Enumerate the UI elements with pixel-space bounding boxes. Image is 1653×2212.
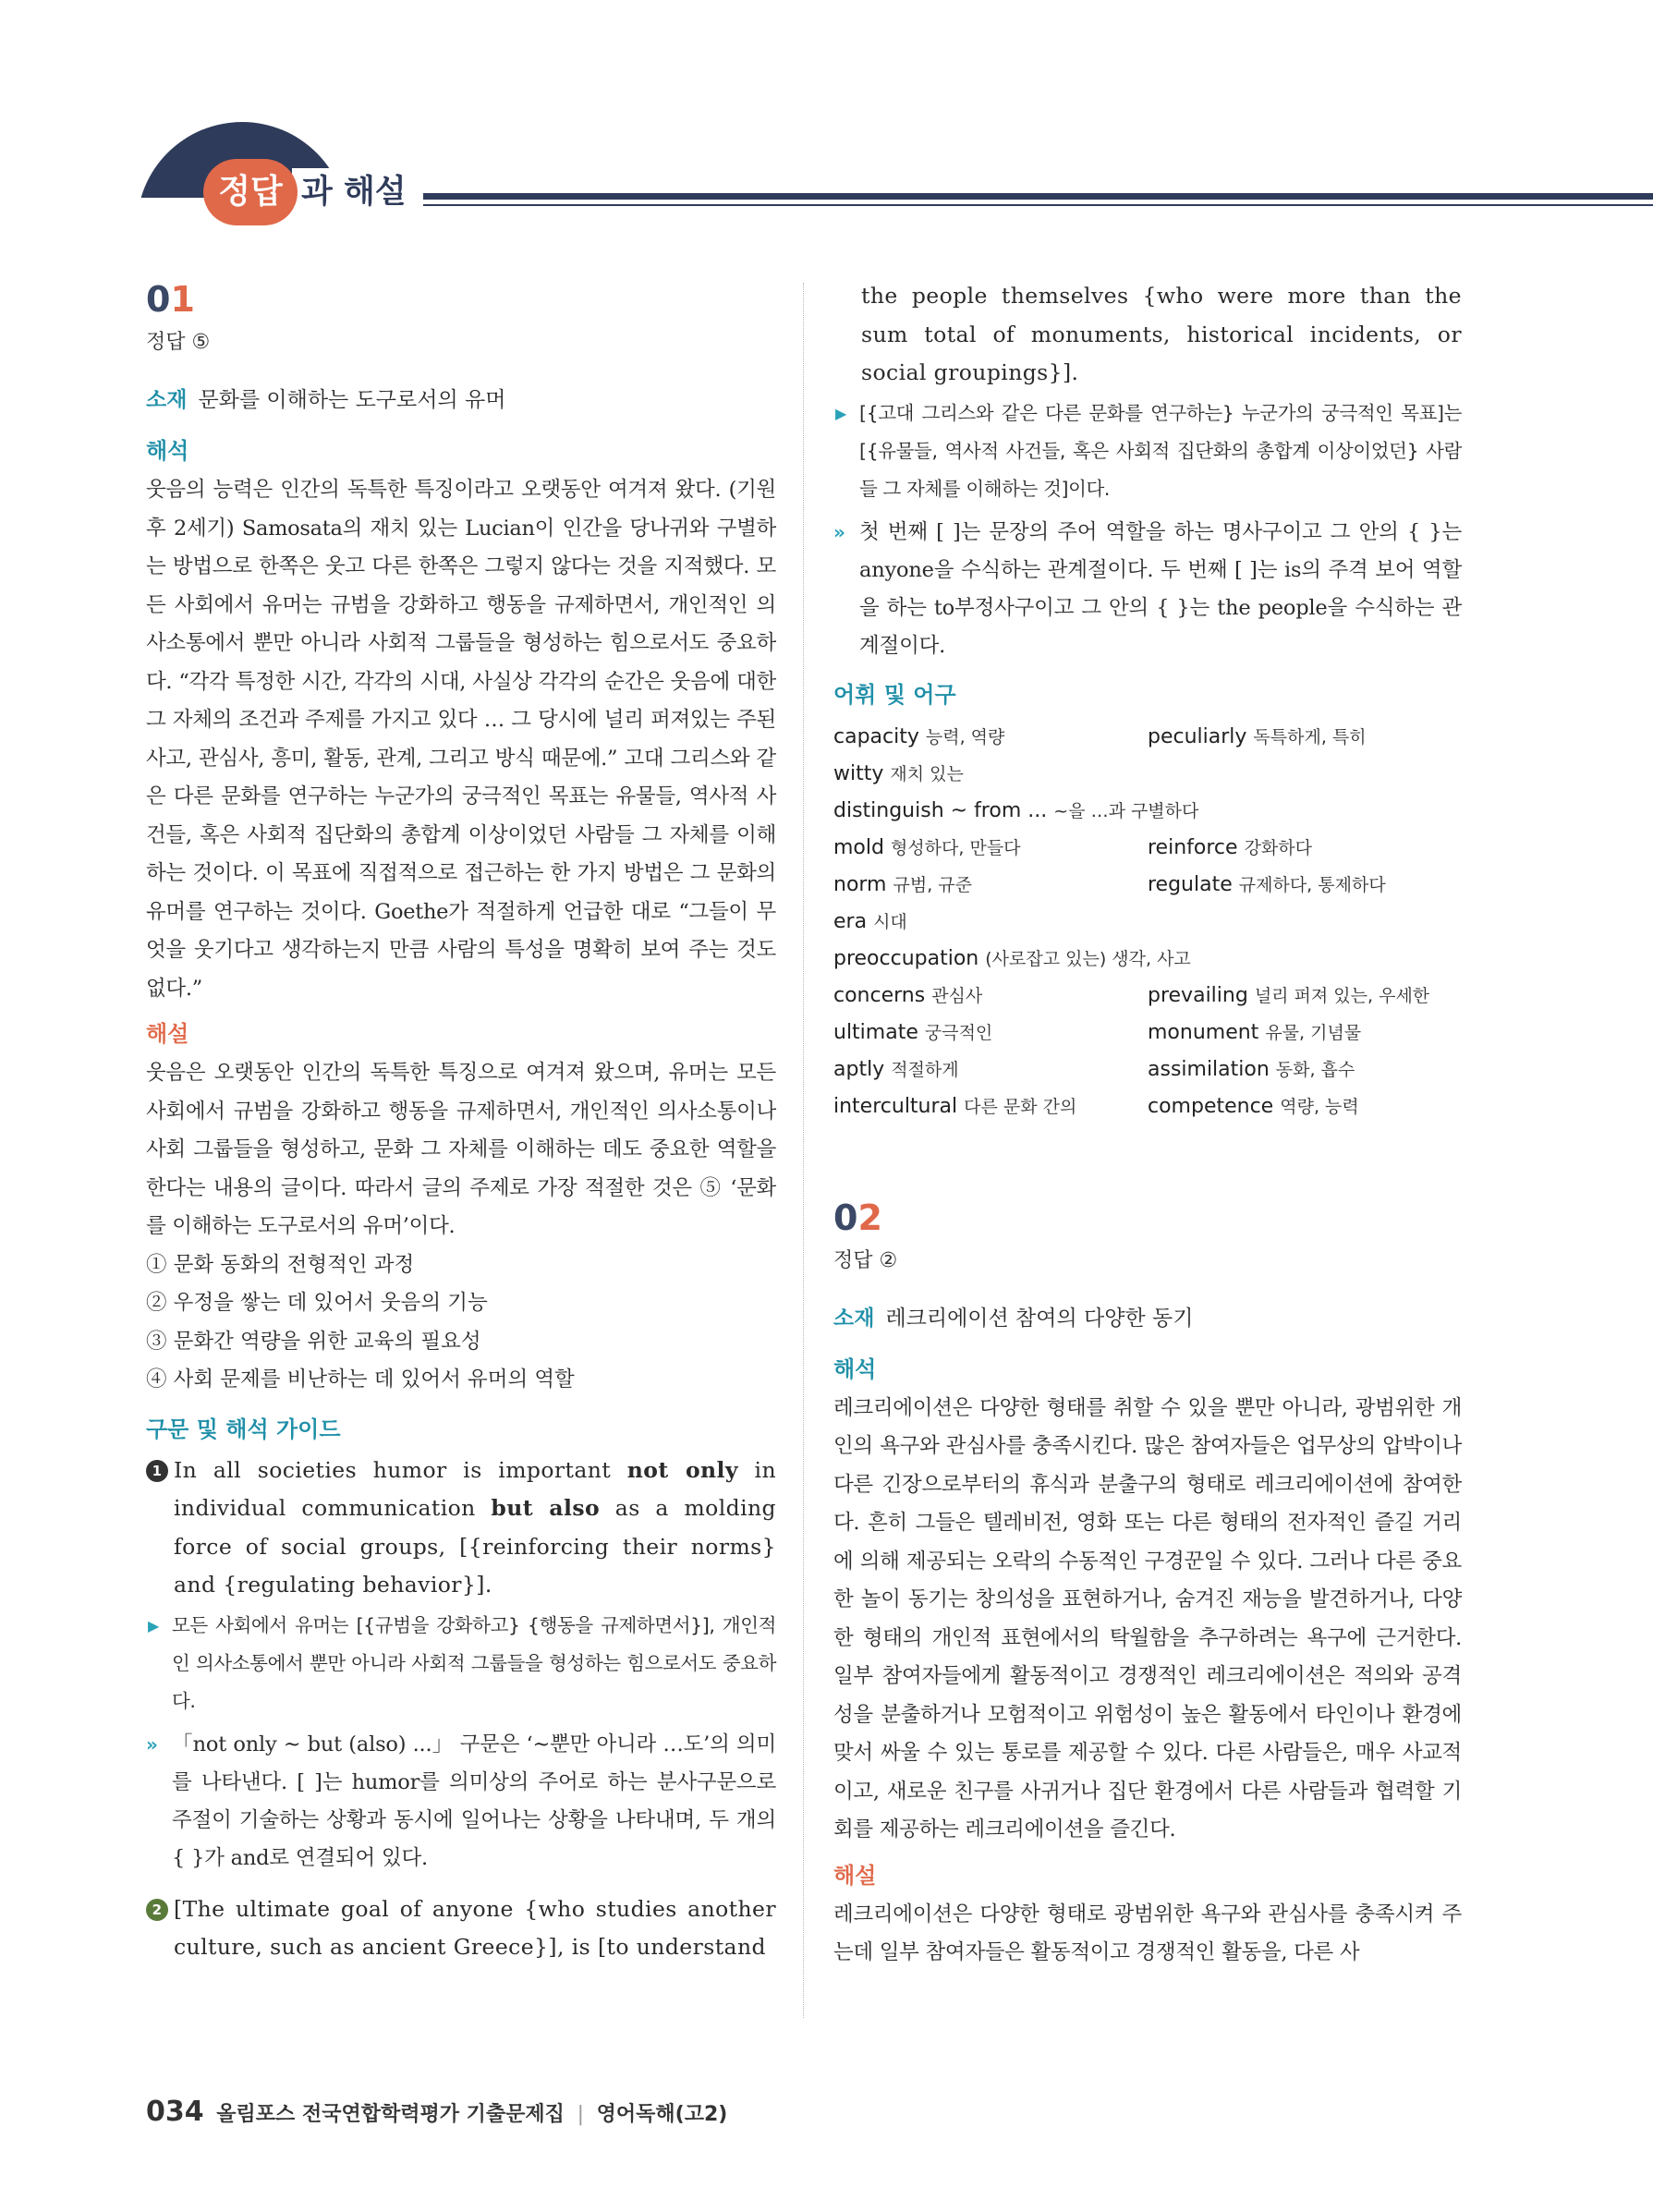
guide-note-2: » 첫 번째 [ ]는 문장의 주어 역할을 하는 명사구이고 그 안의 { }는 anyone을 수식하는 관계절이다. 두 번째 [ ]는 is의 주격 보어 역할을 하는 to부정사구이고 그 안의 { }는 the people을 수식하는 관계절이다.	[833, 514, 1462, 665]
vocab-item: era 시대	[833, 909, 907, 933]
guide-heading: 구문 및 해석 가이드	[146, 1416, 341, 1442]
explanation-text: 레크리에이션은 다양한 형태로 광범위한 욕구와 관심사를 충족시켜 주는데 일부 참여자들은 활동적이고 경쟁적인 활동을, 다른 사	[833, 1902, 1462, 1964]
triangle-icon: ▶	[835, 404, 846, 422]
option-2: ② 우정을 쌓는 데 있어서 웃음의 기능	[146, 1291, 488, 1315]
page-number: 034	[146, 2096, 204, 2128]
translation-text: 레크리에이션은 다양한 형태를 취할 수 있을 뿐만 아니라, 광범위한 개인의 욕구와 관심사를 충족시킨다. 많은 참여자들은 업무상의 압박이나 다른 긴장으로부터의 휴식과 분출구의 형태로 레크리에이션에 참여한다. 흔히 그들은 텔레비전, 영화 또는 다른 형태의 전자적인 즐길 거리에 의해 제공되는 오락의 수동적인 구경꾼일 수 있다. 그러나 다른 중요한 놀이 동기는 창의성을 표현하거나, 숨겨진 재능을 발견하거나, 다양한 형태의 개인적 표현에서의 탁월함을 추구하려는 욕구에 근거한다. 일부 참여자들에게 활동적이고 경쟁적인 레크리에이션은 적의와 공격성을 분출하거나 모험적이고 위험성이 높은 활동에서 타인이나 환경에 맞서 싸울 수 있는 통로를 제공할 수 있다. 다른 사람들은, 매우 사교적이고, 새로운 친구를 사귀거나 집단 환경에서 다른 사람들과 협력할 기회를 제공하는 레크리에이션을 즐긴다.	[833, 1395, 1462, 1841]
guide-translation-1: ▶ 모든 사회에서 유머는 [{규범을 강화하고} {행동을 규제하면서}], 개인적인 의사소통에서 뿐만 아니라 사회적 그룹들을 형성하는 힘으로서도 중요하다.	[146, 1607, 776, 1720]
option-1: ① 문화 동화의 전형적인 과정	[146, 1252, 415, 1277]
vocab-item: preoccupation (사로잡고 있는) 생각, 사고	[833, 946, 1191, 970]
section-title: 과 해설	[301, 174, 407, 211]
translation-heading: 해석	[833, 1355, 877, 1382]
vocab-item: reinforce 강화하다	[1148, 835, 1312, 859]
vocab-item: concerns 관심사	[833, 983, 983, 1007]
page-footer	[146, 2096, 727, 2128]
guide-translation-2: ▶ [{고대 그리스와 같은 다른 문화를 연구하는} 누군가의 궁극적인 목표]는 [{유물들, 역사적 사건들, 혹은 사회적 집단화의 총합계 이상이었던} 사람들 그 자체를 이해하는 것]이다.	[833, 395, 1462, 508]
vocab-item: regulate 규제하다, 통제하다	[1148, 872, 1386, 896]
vocab-item: aptly 적절하게	[833, 1057, 959, 1081]
topic-line: 소재 문화를 이해하는 도구로서의 유머	[146, 388, 506, 412]
vocab-item	[1148, 756, 1462, 793]
vocab-item: intercultural 다른 문화 간의	[833, 1094, 1077, 1118]
explanation-heading: 해설	[146, 1021, 189, 1047]
header-rule	[423, 193, 1653, 200]
vocab-item: monument 유물, 기념물	[1148, 1020, 1362, 1044]
guide-sentence-2: 2 [The ultimate goal of anyone {who studies another culture, such as ancient Greece}], is [to understand	[146, 1890, 776, 1967]
guide-note-1: » 「not only ~ but (also) ...」 구문은 ‘~뿐만 아니라 …도’의 의미를 나타낸다. [ ]는 humor를 의미상의 주어로 하는 분사구문으로 주절이 기술하는 상황과 동시에 일어나는 상황을 나타내며, 두 개의 { }가 and로 연결되어 있다.	[146, 1726, 776, 1878]
section-badge: 정답	[203, 159, 298, 225]
answer-line: 정답 ⑤	[146, 331, 211, 354]
vocab-item: assimilation 동화, 흡수	[1148, 1057, 1355, 1081]
left-column	[146, 277, 776, 1967]
explanation-text: 웃음은 오랫동안 인간의 독특한 특징으로 여겨져 왔으며, 유머는 모든 사회에서 규범을 강화하고 행동을 규제하면서, 개인적인 의사소통이나 사회 그룹들을 형성하고, 문화 그 자체를 이해하는 데도 중요한 역할을 한다는 내용의 글이다. 따라서 글의 주제로 가장 적절한 것은 ⑤ ‘문화를 이해하는 도구로서의 유머’이다.	[146, 1061, 776, 1238]
column-divider	[803, 283, 804, 2018]
topic-line: 소재 레크리에이션 참여의 다양한 동기	[833, 1306, 1194, 1331]
guide-sentence-2-continued: the people themselves {who were more than the sum total of monuments, historical incidents, or social groupings}].	[861, 283, 1462, 385]
guide-sentence-1: 1 In all societies humor is important not only in individual communication but also as a molding force of social groups, [{reinforcing their norms} and {regulating behavior}].	[146, 1452, 776, 1605]
vocab-item: capacity 능력, 역량	[833, 724, 1005, 748]
explanation-heading: 해설	[833, 1862, 877, 1889]
vocab-item	[1148, 941, 1462, 978]
vocab-item: distinguish ~ from ... ~을 …과 구별하다	[833, 798, 1199, 822]
footer-separator: |	[577, 2103, 584, 2126]
vocab-item	[1148, 793, 1462, 830]
option-3: ③ 문화간 역량을 위한 교육의 필요성	[146, 1329, 481, 1354]
vocab-heading: 어휘 및 어구	[833, 681, 956, 708]
vocab-item: peculiarly 독특하게, 특히	[1148, 724, 1367, 748]
number-badge-1: 1	[146, 1460, 168, 1482]
triangle-icon: ▶	[148, 1616, 159, 1635]
double-chevron-icon: »	[833, 520, 843, 543]
vocab-item: norm 규범, 규준	[833, 872, 972, 896]
vocab-item: witty 재치 있는	[833, 761, 964, 785]
vocab-item: ultimate 궁극적인	[833, 1020, 993, 1044]
vocab-item: mold 형성하다, 만들다	[833, 835, 1021, 859]
number-badge-2: 2	[146, 1899, 168, 1921]
answer-line: 정답 ②	[833, 1248, 898, 1272]
option-4: ④ 사회 문제를 비난하는 데 있어서 유머의 역할	[146, 1367, 575, 1392]
subject-title: 영어독해(고2)	[596, 2103, 728, 2126]
vocab-item	[1148, 904, 1462, 941]
vocab-list	[833, 719, 1462, 1125]
question-number-01: 01	[146, 279, 195, 320]
question-number-02: 02	[833, 1197, 882, 1238]
book-title: 올림포스 전국연합학력평가 기출문제집	[216, 2103, 565, 2126]
header-rule-thin	[423, 204, 1653, 206]
double-chevron-icon: »	[146, 1732, 155, 1756]
translation-text: 웃음의 능력은 인간의 독특한 특징이라고 오랫동안 여겨져 왔다. (기원후 2세기) Samosata의 재치 있는 Lucian이 인간을 당나귀와 구별하는 방법으로 한쪽은 웃고 다른 한쪽은 그렇지 않다는 것을 지적했다. 모든 사회에서 유머는 규범을 강화하고 행동을 규제하면서, 개인적인 의사소통에서 뿐만 아니라 사회적 그룹들을 형성하는 힘으로서도 중요하다. “각각 특정한 시간, 각각의 시대, 사실상 각각의 순간은 웃음에 대한 그 자체의 조건과 주제를 가지고 있다 … 그 당시에 널리 퍼져있는 주된 사고, 관심사, 흥미, 활동, 관계, 그리고 방식 때문에.” 고대 그리스와 같은 다른 문화를 연구하는 누군가의 궁극적인 목표는 유물들, 역사적 사건들, 혹은 사회적 집단화의 총합계 이상이었던 사람들 그 자체를 이해하는 것이다. 이 목표에 직접적으로 접근하는 한 가지 방법은 그 문화의 유머를 연구하는 것이다. Goethe가 적절하게 언급한 대로 “그들이 무엇을 웃기다고 생각하는지 만큼 사람의 특성을 명확히 보여 주는 것도 없다.”	[146, 478, 776, 1001]
right-column	[833, 277, 1462, 1973]
vocab-item: competence 역량, 능력	[1148, 1094, 1359, 1118]
vocab-item: prevailing 널리 퍼져 있는, 우세한	[1148, 983, 1430, 1007]
translation-heading: 해석	[146, 438, 189, 464]
